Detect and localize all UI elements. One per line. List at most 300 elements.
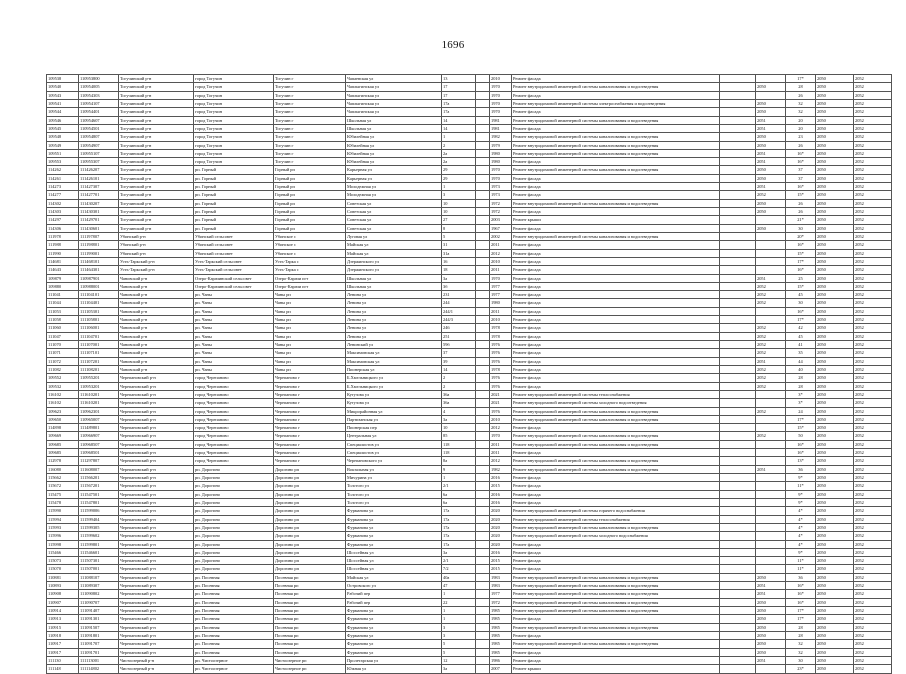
table-row [47,374,892,382]
table-cell: Тогучинский р-н [119,83,194,91]
table-cell: 111058 [47,316,79,324]
table-cell: Фурманова ул [346,523,442,531]
table-cell: 2050 [816,141,854,149]
table-cell: 2020 [490,523,512,531]
table-cell: 2051 [756,465,786,473]
table-cell: 2052 [854,108,892,116]
table-row [47,349,892,357]
table-cell: Чаны рп [274,349,346,357]
table-cell: Кутузова ул [346,390,442,398]
table-cell: 3 [442,631,476,639]
table-cell: 1970 [490,274,512,282]
table-cell: Чановский р-н [119,316,194,324]
table-cell: рп. Чаны [194,316,274,324]
table-cell: 17а [442,515,476,523]
table-cell: 111429701 [79,216,119,224]
table-cell [720,382,756,390]
table-cell: Рабочий пер [346,590,442,598]
table-cell: 2012 [490,424,512,432]
table-cell: Черепановский р-н [119,631,194,639]
table-cell: 110908 [47,590,79,598]
table-cell: Ремонт внутридомовой инженерной системы канализования и водоотведения [512,199,720,207]
table-cell: 1 [442,133,476,141]
table-cell: 9 [442,465,476,473]
table-cell: рп. Чаны [194,357,274,365]
table-row [47,631,892,639]
table-cell [476,83,490,91]
table-cell: Пионерская пер [346,424,442,432]
table-cell: 17а [442,99,476,107]
table-cell: рп. Дорогино [194,548,274,556]
table-cell: Юбилейная ул [346,158,442,166]
table-cell [720,573,756,581]
table-cell: 1 [442,474,476,482]
table-cell: 1985 [490,623,512,631]
table-cell: 2052 [854,648,892,656]
table-cell: 2052 [756,365,786,373]
table-cell: Черепаново г [274,424,346,432]
table-cell: 2052 [854,507,892,515]
table-cell: 2050 [816,124,854,132]
table-cell: 31а [442,249,476,257]
table-cell: Дорогино рп [274,548,346,556]
table-cell: Шоссейная ул [346,557,442,565]
table-cell: рп. Дорогино [194,498,274,506]
table-cell: Ремонт фасада [512,282,720,290]
table-cell: Ремонт фасада [512,382,720,390]
table-cell: 2052 [854,241,892,249]
table-cell: город Тогучин [194,141,274,149]
table-cell: 47 [442,582,476,590]
table-cell: 114681 [47,257,79,265]
table-cell: 109544 [47,108,79,116]
table-cell [720,590,756,598]
table-cell: 2050 [816,266,854,274]
table-cell: 2050 [816,424,854,432]
table-cell: 1972 [490,598,512,606]
table-cell: 111088107 [79,573,119,581]
table-cell: 2020 [490,507,512,515]
table-cell: 2050 [816,631,854,639]
table-cell: Дорогино рп [274,465,346,473]
table-cell: 2050 [816,507,854,515]
table-row [47,365,892,373]
table-cell: 23* [786,665,816,673]
table-cell: 16* [786,183,816,191]
table-cell: 2012 [490,457,512,465]
table-cell: 16* [786,582,816,590]
table-cell [476,365,490,373]
table-cell: 2011 [490,449,512,457]
table-cell: Фурманова ул [346,532,442,540]
table-cell [476,91,490,99]
table-cell [476,382,490,390]
table-cell: Ремонт внутридомовой инженерной системы канализования и водоотведения [512,116,720,124]
table-cell: Чановский р-н [119,357,194,365]
table-cell: Тогучинский р-н [119,166,194,174]
table-cell: 32 [786,648,816,656]
table-cell [476,507,490,515]
table-cell: Тогучинский р-н [119,141,194,149]
table-cell: 115662 [47,474,79,482]
table-cell: Ремонт внутридомовой инженерной системы горячего водоснабжения [512,507,720,515]
table-cell [756,523,786,531]
table-cell [476,166,490,174]
table-cell: 2 [442,141,476,149]
table-cell [720,424,756,432]
table-cell: 6а [442,498,476,506]
table-cell: город Тогучин [194,158,274,166]
table-cell: 2050 [816,432,854,440]
table-cell: 2051 [756,656,786,664]
table-cell: Советская ул [346,216,442,224]
table-cell: Дорогино рп [274,532,346,540]
table-cell: 2052 [854,623,892,631]
table-cell: 2050 [816,232,854,240]
table-cell: 115466 [47,548,79,556]
table-cell: 15* [786,249,816,257]
table-cell: Чановский р-н [119,365,194,373]
table-cell [476,291,490,299]
table-cell: Ремонт внутридомовой инженерной системы канализования и водоотведения [512,133,720,141]
table-cell [756,75,786,83]
table-cell: 9* [786,474,816,482]
table-cell: 26 [786,208,816,216]
table-cell: 2050 [816,615,854,623]
table-cell: 110966907 [79,432,119,440]
table-cell: 111090707 [79,598,119,606]
table-cell [756,482,786,490]
table-cell: 115993 [47,523,79,531]
table-cell: Ремонт внутридомовой инженерной системы канализования и водоотведения [512,465,720,473]
table-cell: Специалистов ул [346,449,442,457]
table-cell: Чаплыгинская ул [346,91,442,99]
table-cell [476,607,490,615]
table-cell: 23 [786,133,816,141]
table-cell: Тогучинский р-н [119,99,194,107]
table-cell: 2011 [490,266,512,274]
table-cell: рп. Посевная [194,573,274,581]
table-cell: 2052 [854,208,892,216]
table-cell: 1985 [490,607,512,615]
table-cell [720,166,756,174]
table-cell [476,374,490,382]
table-cell [476,316,490,324]
table-cell: 115070 [47,565,79,573]
table-cell: Тогучинский р-н [119,75,194,83]
table-cell: 30 [786,224,816,232]
table-cell: Горный рп [274,199,346,207]
table-cell: 2051 [756,124,786,132]
table-cell: 2052 [854,291,892,299]
table-cell: Тогучин г [274,75,346,83]
table-cell: город Черепаново [194,424,274,432]
table-cell: Черепановский р-н [119,482,194,490]
table-cell: Чановский р-н [119,282,194,290]
table-cell: 111044 [47,299,79,307]
table-cell: 110953800 [79,75,119,83]
table-cell: город Тогучин [194,108,274,116]
table-cell [756,457,786,465]
table-cell [476,324,490,332]
table-cell: Черепановский р-н [119,557,194,565]
table-cell: Специалистов ул [346,440,442,448]
table-cell: рп. Чистоозерное [194,656,274,664]
table-cell: 2050 [816,623,854,631]
table-cell: Усть-Тарка с [274,257,346,265]
table-cell [756,490,786,498]
table-cell: Ремонт фасада [512,75,720,83]
table-cell: Ремонт фасада [512,332,720,340]
table-cell: 2052 [854,415,892,423]
table-cell: 1976 [490,357,512,365]
table-cell: 2002 [490,232,512,240]
table-cell: рп. Чистоозерное [194,665,274,673]
table-cell: Ремонт фасада [512,266,720,274]
table-cell [756,557,786,565]
table-cell: рп. Дорогино [194,474,274,482]
table-cell: Черепановский р-н [119,390,194,398]
table-cell: 2050 [816,415,854,423]
table-cell: Молодежная ул [346,191,442,199]
table-cell [476,99,490,107]
table-cell [476,191,490,199]
table-cell: Посевная рп [274,590,346,598]
table-cell: Черепановский р-н [119,399,194,407]
table-cell: 110954303 [79,91,119,99]
table-cell: Ремонт фасада [512,449,720,457]
table-cell: 109553 [47,158,79,166]
table-cell [756,440,786,448]
table-cell: Ремонт фасада [512,249,720,257]
table-cell: 110962301 [79,407,119,415]
table-cell: Усть-Тарка с [274,266,346,274]
table-cell: 244/1 [442,307,476,315]
table-cell [756,449,786,457]
table-cell: 2050 [816,208,854,216]
table-cell: Карьерная ул [346,174,442,182]
table-cell: 111546601 [79,548,119,556]
table-cell: 111047 [47,332,79,340]
table-cell: 2052 [854,274,892,282]
table-cell [720,75,756,83]
table-cell: 1977 [490,291,512,299]
table-cell: 41 [786,341,816,349]
table-row [47,183,892,191]
table-cell: Ремонт фасада [512,474,720,482]
table-cell: 2050 [756,607,786,615]
table-cell: 246 [442,324,476,332]
table-cell: 1 [442,590,476,598]
table-cell: 2050 [816,523,854,531]
table-cell: Тогучинский р-н [119,158,194,166]
table-cell: Озеро-Карачинский сельсовет [194,274,274,282]
table-cell: 110954107 [79,99,119,107]
table-cell [720,282,756,290]
table-cell: 10 [442,424,476,432]
table-cell: 3б [442,282,476,290]
table-cell: 6а [442,490,476,498]
table-row [47,548,892,556]
table-cell: 29 [442,174,476,182]
table-cell: Убинский сельсовет [194,232,274,240]
table-cell: 2052 [854,474,892,482]
table-cell: город Черепаново [194,407,274,415]
table-cell: 2050 [816,390,854,398]
table-cell [756,390,786,398]
table-cell: Партизанская ул [346,415,442,423]
table-cell [720,91,756,99]
table-cell: 2051 [756,116,786,124]
table-cell: Юбилейная ул [346,141,442,149]
table-cell: 2050 [816,357,854,365]
table-cell: 2050 [816,474,854,482]
table-cell: Чановский р-н [119,291,194,299]
table-cell: 2050 [816,449,854,457]
table-cell: 1985 [490,640,512,648]
table-cell: Посевная рп [274,573,346,581]
table-cell [476,158,490,166]
table-cell: 251 [442,332,476,340]
table-cell: Черепановский р-н [119,465,194,473]
table-row [47,498,892,506]
table-cell: 2052 [854,299,892,307]
table-cell: Горный рп [274,174,346,182]
table-cell: Тогучинский р-н [119,183,194,191]
table-row [47,474,892,482]
table-row [47,299,892,307]
table-cell: Тогучинский р-н [119,116,194,124]
table-cell: рп. Дорогино [194,565,274,573]
table-cell [476,399,490,407]
table-cell: 2052 [854,382,892,390]
table-cell: рп. Горный [194,208,274,216]
table-cell: 37 [786,174,816,182]
table-cell: 109623 [47,407,79,415]
table-cell: Пролетарская ул [346,656,442,664]
table-cell: 109549 [47,141,79,149]
table-cell: Ремонт внутридомовой инженерной системы канализования и водоотведения [512,232,720,240]
table-row [47,116,892,124]
table-cell: 110914 [47,607,79,615]
table-cell: 2052 [854,158,892,166]
table-cell: 111567201 [79,482,119,490]
table-cell: Чаны рп [274,341,346,349]
table-cell: Чаны рп [274,332,346,340]
table-cell: 2052 [854,590,892,598]
table-cell: 1970 [490,83,512,91]
table-cell: Ремонт фасада [512,540,720,548]
table-cell: 17* [786,615,816,623]
table-cell: 2052 [756,432,786,440]
table-cell: 2050 [756,208,786,216]
table-cell: рп. Посевная [194,598,274,606]
table-cell: Чановский р-н [119,274,194,282]
table-cell: 2050 [816,648,854,656]
table-cell: 110965007 [79,415,119,423]
table-cell: 1967 [490,224,512,232]
table-cell: рп. Чаны [194,324,274,332]
table-cell: Ремонт внутридомовой инженерной системы канализования и водоотведения [512,598,720,606]
table-cell: 1972 [490,208,512,216]
table-cell: 244 [442,299,476,307]
table-cell: 2052 [854,665,892,673]
table-row [47,75,892,83]
table-cell: 111199001 [79,249,119,257]
table-cell: 2051 [756,590,786,598]
table-row [47,108,892,116]
table-cell: 31 [442,241,476,249]
page-number: 1696 [441,39,465,51]
table-cell: 2052 [854,424,892,432]
table-cell: 17 [442,83,476,91]
table-cell: Ремонт фасада [512,374,720,382]
table-cell: Чистоозерное рп [274,665,346,673]
table-cell: Черепановский р-н [119,382,194,390]
table-cell [476,515,490,523]
table-cell: 45 [786,291,816,299]
table-cell: Ремонт фасада [512,158,720,166]
table-cell: 110954005 [79,83,119,91]
table-cell: 2050 [816,656,854,664]
table-cell: 2050 [816,590,854,598]
table-cell: Школьная ул [346,116,442,124]
table-cell: 2020 [490,515,512,523]
table-cell: Тогучин г [274,116,346,124]
table-cell [756,498,786,506]
table-cell: 2007 [490,665,512,673]
table-cell: 1980 [490,299,512,307]
table-row [47,166,892,174]
table-cell: Ремонт внутридомовой инженерной системы канализования и водоотведения [512,623,720,631]
table-cell: Б.Хмельницкого ул [346,382,442,390]
table-cell: 2052 [756,382,786,390]
table-cell: Дорогино рп [274,515,346,523]
table-cell [720,557,756,565]
table-cell: 2050 [816,316,854,324]
table-cell: 110917 [47,640,79,648]
table-cell: 1972 [490,199,512,207]
table-cell: 2052 [854,91,892,99]
table-cell [476,141,490,149]
table-cell: 2052 [854,490,892,498]
table-cell: 110915 [47,623,79,631]
table-cell: Фурманова ул [346,623,442,631]
table-cell: 2052 [854,99,892,107]
table-row [47,266,892,274]
table-cell: 111610201 [79,399,119,407]
table-cell: 115994 [47,515,79,523]
table-cell: 3 [442,623,476,631]
table-cell [720,540,756,548]
table-cell: 2052 [854,598,892,606]
table-cell: Майская ул [346,241,442,249]
table-cell: Чаплыгинская ул [346,108,442,116]
table-cell: Ремонт фасада [512,482,720,490]
table-cell: Черепаново г [274,415,346,423]
table-cell: 5 [442,648,476,656]
table-cell: 13* [786,457,816,465]
table-cell: Озеро-Карачи пгт [274,274,346,282]
table-cell: 2050 [816,382,854,390]
table-cell [476,108,490,116]
table-cell: 2052 [854,631,892,639]
table-cell: Дорогино рп [274,523,346,531]
table-cell: 2050 [816,349,854,357]
table-cell: 8а [442,457,476,465]
table-cell: 111104101 [79,291,119,299]
table-cell: 2052 [854,465,892,473]
